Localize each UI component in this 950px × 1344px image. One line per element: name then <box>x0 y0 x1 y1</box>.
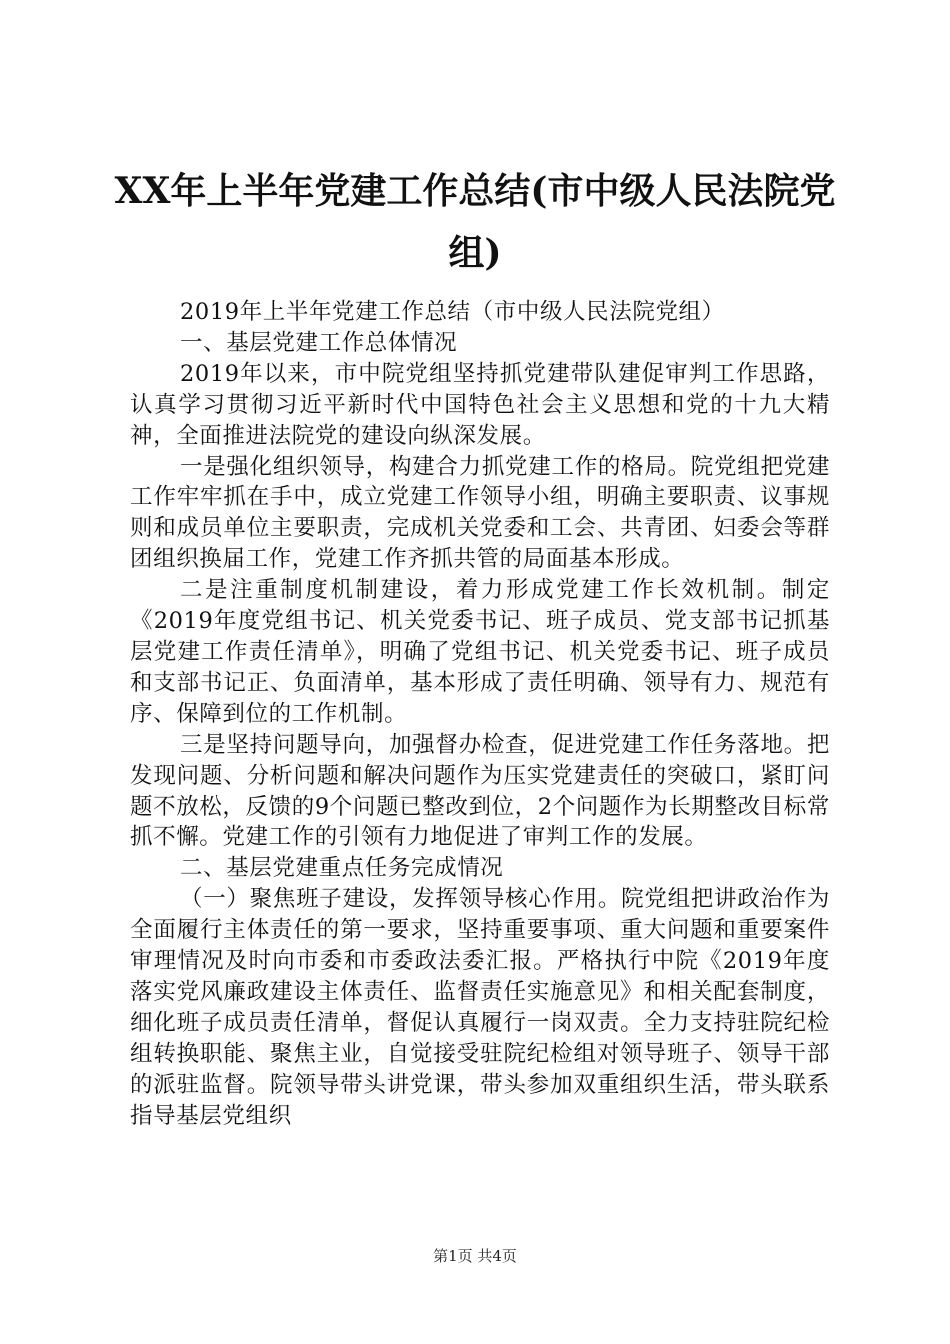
section-heading-1: 一、基层党建工作总体情况 <box>180 329 458 356</box>
body-paragraph: 2019年以来，市中院党组坚持抓党建带队建促审判工作思路，认真学习贯彻习近平新时代中国特色社会主义思想和党的十九大精神，全面推进法院党的建设向纵深发展。 <box>130 360 830 449</box>
section-heading-2: 二、基层党建重点任务完成情况 <box>180 855 504 882</box>
body-paragraph: 二是注重制度机制建设，着力形成党建工作长效机制。制定《2019年度党组书记、机关党委书记、班子成员、党支部书记抓基层党建工作责任清单》，明确了党组书记、机关党委书记、班子成员和支部书记正、负面清单，基本形成了责任明确、领导有力、规范有序、保障到位的工作机制。 <box>130 577 830 727</box>
body-paragraph: 三是坚持问题导向，加强督办检查，促进党建工作任务落地。把发现问题、分析问题和解决问题作为压实党建责任的突破口，紧盯问题不放松，反馈的9个问题已整改到位，2个问题作为长期整改目标常抓不懈。党建工作的引领有力地促进了审判工作的发展。 <box>130 731 830 851</box>
body-paragraph: 一是强化组织领导，构建合力抓党建工作的格局。院党组把党建工作牢牢抓在手中，成立党建工作领导小组，明确主要职责、议事规则和成员单位主要职责，完成机关党委和工会、共青团、妇委会等群团组织换届工作，党建工作齐抓共管的局面基本形成。 <box>130 453 830 573</box>
body-paragraph: （一）聚焦班子建设，发挥领导核心作用。院党组把讲政治作为全面履行主体责任的第一要求，坚持重要事项、重大问题和重要案件审理情况及时向市委和市委政法委汇报。严格执行中院《2019年度落实党风廉政建设主体责任、监督责任实施意见》和相关配套制度，细化班子成员责任清单，督促认真履行一岗双责。全力支持驻院纪检组转换职能、聚焦主业，自觉接受驻院纪检组对领导班子、领导干部的派驻监督。院领导带头讲党课，带头参加双重组织生活，带头联系指导基层党组织 <box>130 886 830 1129</box>
document-body <box>130 297 830 1131</box>
document-title: XX年上半年党建工作总结(市中级人民法院党组) <box>114 170 836 274</box>
subtitle-paragraph: 2019年上半年党建工作总结（市中级人民法院党组） <box>180 299 725 325</box>
page-number-footer: 第1页 共4页 <box>433 1247 517 1265</box>
